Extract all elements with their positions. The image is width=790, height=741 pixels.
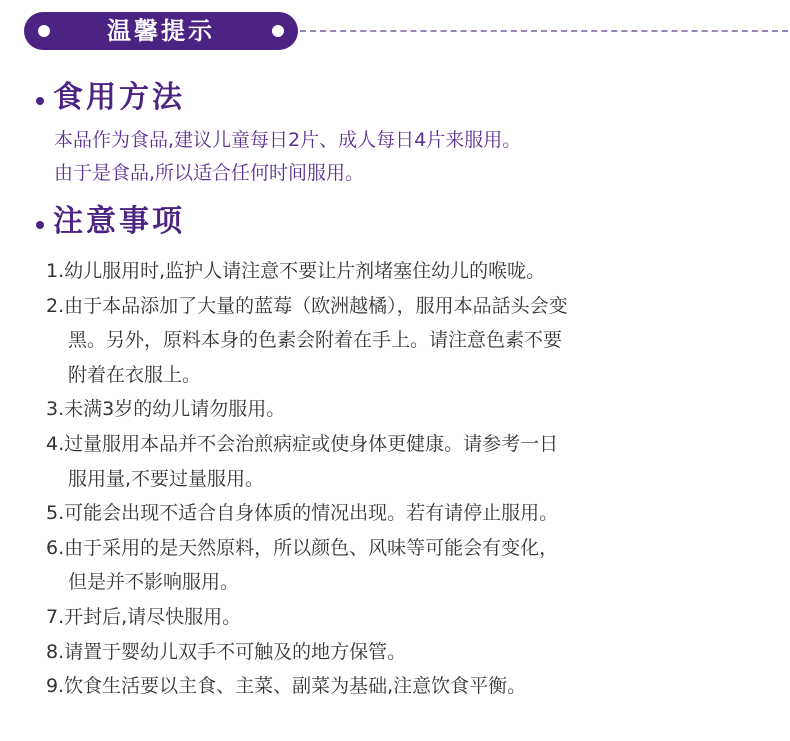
note-item: 1.幼儿服用时,监护人请注意不要让片剂堵塞住幼儿的喉咙。 xyxy=(46,260,546,282)
bullet-icon xyxy=(36,97,44,105)
bullet-icon xyxy=(36,221,44,229)
usage-heading-label: 食用方法 xyxy=(53,80,185,115)
note-item: 7.开封后,请尽快服用。 xyxy=(46,605,242,628)
usage-line: 本品作为食品,建议儿童每日2片、成人每日4片来服用。 xyxy=(54,129,522,151)
note-item-continuation: 服用量,不要过量服用。 xyxy=(68,467,265,490)
header-banner xyxy=(0,12,790,50)
dot-icon xyxy=(272,25,284,37)
usage-heading xyxy=(36,78,185,118)
notes-heading-label: 注意事项 xyxy=(53,204,185,239)
note-item: 5.可能会出现不适合自身体质的情况出现。若有请停止服用。 xyxy=(46,502,559,525)
dashed-divider xyxy=(300,30,788,32)
note-item: 2.由于本品添加了大量的蓝莓（欧洲越橘），服用本品話头会变 xyxy=(46,294,568,317)
note-item: 6.由于采用的是天然原料，所以颜色、风味等可能会有变化， xyxy=(46,536,559,559)
note-item-continuation: 黑。另外，原料本身的色素会附着在手上。请注意色素不要 xyxy=(68,329,563,352)
notes-list xyxy=(46,254,746,704)
note-item: 8.请置于婴幼儿双手不可触及的地方保管。 xyxy=(46,640,407,663)
note-item-continuation: 但是并不影响服用。 xyxy=(68,571,240,594)
page-title: 温馨提示 xyxy=(107,17,215,45)
note-item: 9.饮食生活要以主食、主菜、副菜为基础,注意饮食平衡。 xyxy=(46,675,527,698)
title-pill xyxy=(24,12,298,50)
note-item-continuation: 附着在衣服上。 xyxy=(68,363,202,386)
note-item: 4.过量服用本品并不会治煎病症或使身体更健康。请参考一日 xyxy=(46,432,559,455)
note-item: 3.未满3岁的幼儿请勿服用。 xyxy=(46,398,286,421)
usage-line: 由于是食品,所以适合任何时间服用。 xyxy=(54,162,365,184)
notes-heading xyxy=(36,202,185,242)
usage-text xyxy=(54,124,521,190)
